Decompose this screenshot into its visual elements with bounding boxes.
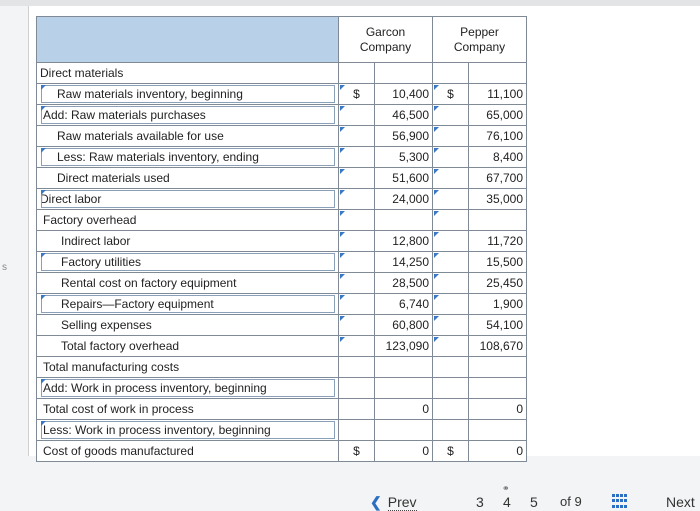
table-row bbox=[37, 315, 527, 336]
row-label-cell[interactable] bbox=[37, 189, 339, 210]
amount-cell-pepper[interactable]: 65,000 bbox=[469, 105, 527, 126]
currency-cell-pepper[interactable]: $ bbox=[433, 441, 469, 462]
currency-cell-garcon[interactable] bbox=[339, 357, 375, 378]
row-label: Rental cost on factory equipment bbox=[61, 276, 237, 290]
label-dropdown-box[interactable] bbox=[41, 85, 335, 103]
amount-cell-pepper[interactable]: 35,000 bbox=[469, 189, 527, 210]
label-dropdown-box[interactable] bbox=[41, 379, 335, 397]
currency-cell-pepper[interactable] bbox=[433, 105, 469, 126]
row-label: Raw materials available for use bbox=[57, 129, 224, 143]
row-label: Cost of goods manufactured bbox=[43, 444, 194, 458]
amount-cell-garcon[interactable]: 10,400 bbox=[375, 84, 433, 105]
currency-cell-garcon[interactable] bbox=[339, 63, 375, 84]
table-row bbox=[37, 357, 527, 378]
row-label: Indirect labor bbox=[61, 234, 131, 248]
row-label-cell[interactable] bbox=[37, 294, 339, 315]
currency-cell-pepper[interactable] bbox=[433, 63, 469, 84]
currency-cell-garcon[interactable] bbox=[339, 378, 375, 399]
amount-cell-pepper[interactable]: 11,100 bbox=[469, 84, 527, 105]
row-label: Factory utilities bbox=[61, 255, 142, 269]
currency-cell-garcon[interactable] bbox=[339, 210, 375, 231]
currency-cell-garcon[interactable] bbox=[339, 126, 375, 147]
currency-cell-pepper[interactable] bbox=[433, 336, 469, 357]
row-label: Less: Work in process inventory, beginning bbox=[43, 423, 271, 437]
currency-cell-pepper[interactable] bbox=[433, 294, 469, 315]
amount-cell-garcon[interactable]: 46,500 bbox=[375, 105, 433, 126]
row-label-cell[interactable] bbox=[37, 420, 339, 441]
row-label-cell[interactable] bbox=[37, 231, 339, 252]
currency-cell-pepper[interactable] bbox=[433, 126, 469, 147]
amount-cell-garcon[interactable] bbox=[375, 63, 433, 84]
currency-cell-pepper[interactable] bbox=[433, 378, 469, 399]
amount-cell-garcon[interactable]: 6,740 bbox=[375, 294, 433, 315]
row-label-cell[interactable] bbox=[37, 315, 339, 336]
currency-cell-garcon[interactable] bbox=[339, 168, 375, 189]
row-label: Direct materials bbox=[40, 66, 124, 80]
link-icon: ⚭ bbox=[502, 483, 510, 493]
row-label: Direct labor bbox=[40, 192, 102, 206]
table-row bbox=[37, 252, 527, 273]
amount-cell-pepper[interactable]: 1,900 bbox=[469, 294, 527, 315]
label-dropdown-box[interactable] bbox=[41, 106, 335, 124]
row-label: Factory overhead bbox=[43, 213, 137, 227]
amount-cell-garcon[interactable] bbox=[375, 210, 433, 231]
currency-cell-garcon[interactable] bbox=[339, 399, 375, 420]
amount-cell-garcon[interactable]: 14,250 bbox=[375, 252, 433, 273]
amount-cell-garcon[interactable] bbox=[375, 357, 433, 378]
row-label: Repairs—Factory equipment bbox=[61, 297, 214, 311]
row-label-cell[interactable] bbox=[37, 336, 339, 357]
currency-cell-pepper[interactable] bbox=[433, 399, 469, 420]
amount-cell-pepper[interactable]: 76,100 bbox=[469, 126, 527, 147]
table-row bbox=[37, 63, 527, 84]
table-row bbox=[37, 126, 527, 147]
row-label: Raw materials inventory, beginning bbox=[57, 87, 243, 101]
amount-cell-garcon[interactable]: 24,000 bbox=[375, 189, 433, 210]
currency-cell-garcon[interactable] bbox=[339, 189, 375, 210]
currency-cell-garcon[interactable] bbox=[339, 273, 375, 294]
row-label-cell[interactable] bbox=[37, 357, 339, 378]
amount-cell-garcon[interactable]: 28,500 bbox=[375, 273, 433, 294]
pagination-bar bbox=[0, 482, 700, 511]
row-label: Total factory overhead bbox=[61, 339, 180, 353]
schedule-table bbox=[36, 16, 527, 462]
table-row bbox=[37, 294, 527, 315]
currency-cell-garcon[interactable] bbox=[339, 105, 375, 126]
row-label: Add: Raw materials purchases bbox=[43, 108, 206, 122]
amount-cell-pepper[interactable] bbox=[469, 210, 527, 231]
table-row bbox=[37, 105, 527, 126]
currency-cell-garcon[interactable]: $ bbox=[339, 84, 375, 105]
amount-cell-pepper[interactable]: 8,400 bbox=[469, 147, 527, 168]
amount-cell-pepper[interactable]: 0 bbox=[469, 399, 527, 420]
currency-cell-pepper[interactable]: $ bbox=[433, 84, 469, 105]
column-header-garcon: Garcon Company bbox=[339, 17, 433, 63]
label-dropdown-box[interactable] bbox=[41, 421, 335, 439]
row-label-cell[interactable] bbox=[37, 378, 339, 399]
margin-mark: s bbox=[2, 262, 7, 273]
table-row bbox=[37, 147, 527, 168]
table-row bbox=[37, 231, 527, 252]
label-dropdown-box[interactable] bbox=[41, 148, 335, 166]
currency-cell-pepper[interactable] bbox=[433, 252, 469, 273]
amount-cell-pepper[interactable] bbox=[469, 420, 527, 441]
amount-cell-garcon[interactable]: 60,800 bbox=[375, 315, 433, 336]
header-label-cell bbox=[37, 17, 339, 63]
row-label: Total manufacturing costs bbox=[43, 360, 180, 374]
amount-cell-garcon[interactable] bbox=[375, 420, 433, 441]
row-label: Add: Work in process inventory, beginning bbox=[43, 381, 267, 395]
amount-cell-pepper[interactable]: 15,500 bbox=[469, 252, 527, 273]
next-button[interactable]: Next bbox=[666, 494, 695, 510]
amount-cell-garcon[interactable]: 123,090 bbox=[375, 336, 433, 357]
currency-cell-pepper[interactable] bbox=[433, 357, 469, 378]
amount-cell-garcon[interactable]: 0 bbox=[375, 399, 433, 420]
row-label-cell[interactable] bbox=[37, 441, 339, 462]
currency-cell-garcon[interactable]: $ bbox=[339, 441, 375, 462]
amount-cell-pepper[interactable]: 67,700 bbox=[469, 168, 527, 189]
currency-cell-pepper[interactable] bbox=[433, 315, 469, 336]
page-3-link[interactable]: 3 bbox=[476, 494, 484, 510]
currency-cell-pepper[interactable] bbox=[433, 420, 469, 441]
amount-cell-pepper[interactable]: 54,100 bbox=[469, 315, 527, 336]
row-label-cell[interactable] bbox=[37, 252, 339, 273]
currency-cell-pepper[interactable] bbox=[433, 168, 469, 189]
currency-cell-pepper[interactable] bbox=[433, 189, 469, 210]
currency-cell-pepper[interactable] bbox=[433, 210, 469, 231]
table-row bbox=[37, 420, 527, 441]
amount-cell-garcon[interactable]: 12,800 bbox=[375, 231, 433, 252]
amount-cell-garcon[interactable]: 0 bbox=[375, 441, 433, 462]
currency-cell-garcon[interactable] bbox=[339, 420, 375, 441]
amount-cell-garcon[interactable] bbox=[375, 378, 433, 399]
currency-cell-garcon[interactable] bbox=[339, 231, 375, 252]
chevron-left-icon: ❮ bbox=[370, 494, 382, 510]
table-row bbox=[37, 168, 527, 189]
page-4-link[interactable]: 4 bbox=[503, 494, 511, 510]
currency-cell-garcon[interactable] bbox=[339, 315, 375, 336]
row-label-cell[interactable] bbox=[37, 273, 339, 294]
label-dropdown-box[interactable] bbox=[41, 295, 335, 313]
table-row bbox=[37, 189, 527, 210]
currency-cell-garcon[interactable] bbox=[339, 147, 375, 168]
amount-cell-garcon[interactable]: 5,300 bbox=[375, 147, 433, 168]
page-5-link[interactable]: 5 bbox=[530, 494, 538, 510]
currency-cell-garcon[interactable] bbox=[339, 336, 375, 357]
amount-cell-pepper[interactable]: 25,450 bbox=[469, 273, 527, 294]
table-row bbox=[37, 273, 527, 294]
row-label-cell[interactable] bbox=[37, 210, 339, 231]
row-label-cell[interactable] bbox=[37, 168, 339, 189]
row-label: Selling expenses bbox=[61, 318, 152, 332]
column-header-pepper: Pepper Company bbox=[433, 17, 527, 63]
amount-cell-pepper[interactable]: 11,720 bbox=[469, 231, 527, 252]
amount-cell-garcon[interactable]: 56,900 bbox=[375, 126, 433, 147]
table-row bbox=[37, 210, 527, 231]
row-label-cell[interactable] bbox=[37, 105, 339, 126]
amount-cell-garcon[interactable]: 51,600 bbox=[375, 168, 433, 189]
table-row bbox=[37, 378, 527, 399]
row-label-cell[interactable] bbox=[37, 399, 339, 420]
currency-cell-pepper[interactable] bbox=[433, 273, 469, 294]
row-label-cell[interactable] bbox=[37, 147, 339, 168]
table-row bbox=[37, 399, 527, 420]
amount-cell-pepper[interactable] bbox=[469, 63, 527, 84]
currency-cell-garcon[interactable] bbox=[339, 294, 375, 315]
row-label: Direct materials used bbox=[57, 171, 170, 185]
label-dropdown-box[interactable] bbox=[41, 190, 335, 208]
grid-view-icon[interactable] bbox=[612, 494, 627, 509]
amount-cell-pepper[interactable] bbox=[469, 357, 527, 378]
amount-cell-pepper[interactable]: 0 bbox=[469, 441, 527, 462]
table-row bbox=[37, 84, 527, 105]
row-label: Less: Raw materials inventory, ending bbox=[57, 150, 259, 164]
row-label: Total cost of work in process bbox=[43, 402, 194, 416]
prev-button[interactable]: ❮ Prev bbox=[370, 494, 417, 510]
label-dropdown-box[interactable] bbox=[41, 253, 335, 271]
row-label-cell[interactable] bbox=[37, 126, 339, 147]
amount-cell-pepper[interactable]: 108,670 bbox=[469, 336, 527, 357]
row-label-cell[interactable] bbox=[37, 84, 339, 105]
currency-cell-garcon[interactable] bbox=[339, 252, 375, 273]
header-row bbox=[37, 17, 527, 63]
amount-cell-pepper[interactable] bbox=[469, 378, 527, 399]
page-count: of 9 bbox=[560, 494, 582, 509]
row-label-cell[interactable] bbox=[37, 63, 339, 84]
table-row bbox=[37, 336, 527, 357]
table-row bbox=[37, 441, 527, 462]
currency-cell-pepper[interactable] bbox=[433, 231, 469, 252]
currency-cell-pepper[interactable] bbox=[433, 147, 469, 168]
